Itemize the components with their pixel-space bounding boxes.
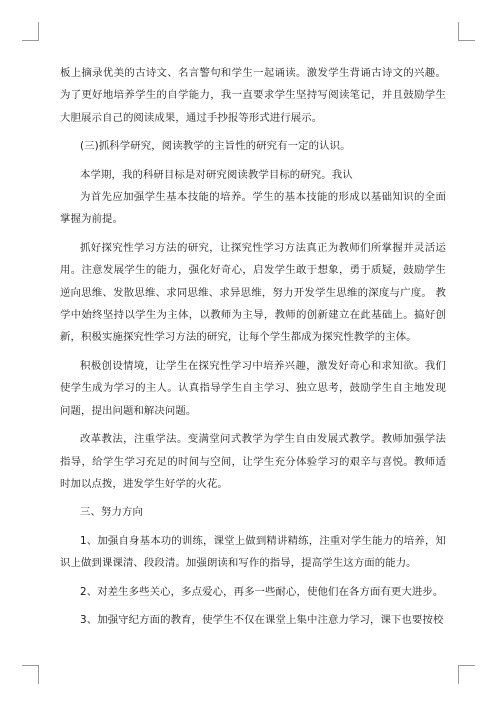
- paragraph-3: 本学期，我的科研目标是对研究阅读教学目标的研究。我认: [80, 168, 353, 181]
- crop-mark-bottom-left: [22, 665, 39, 684]
- crop-mark-top-right: [458, 22, 475, 41]
- paragraph-7: 改革教法，注重学法。变满堂问式教学为学生自由发展式教学。教师加强学法指导，给学生学习充足的时间与空间，让学生充分体验学习的艰辛与喜悦。教师适时加以点拨，进发学生好学的火花。: [60, 433, 446, 490]
- crop-mark-bottom-right: [458, 665, 475, 684]
- paragraph-1: 板上摘录优美的古诗文、名言警句和学生一起诵读。激发学生背诵古诗文的兴趣。为了更好地培养学生的自学能力，我一直要求学生坚持写阅读笔记，并且鼓励学生大胆展示自己的阅读成果，通过手抄报等形式进行展示。: [60, 67, 446, 124]
- document-body: [60, 62, 446, 637]
- paragraph-11: 3、加强守纪方面的教育，使学生不仅在课堂上集中注意力学习，课下也要按校: [80, 613, 444, 626]
- crop-mark-top-left: [22, 22, 39, 41]
- paragraph-5: 抓好探究性学习方法的研究，让探究性学习方法真正为教师们所掌握并灵活运用。注意发展学生的能力，强化好奇心，启发学生敢于想象，勇于质疑，鼓励学生逆向思维、发散思维、求同思维、求异思维，努力开发学生思维的深度与广度。 教学中始终坚持以学生为主体，以教师为主导，教师的创新建立在此基础上。搞好创新，积极实施探究性学习方法的研究，让每个学生都成为探究性教学的主体。: [60, 241, 446, 344]
- paragraph-10: 2、对差生多些关心，多点爱心，再多一些耐心，使他们在各方面有更大进步。: [80, 585, 444, 598]
- paragraph-2: (三)抓科学研究，阅读教学的主旨性的研究有一定的认识。: [80, 140, 351, 153]
- paragraph-6: 积极创设情境，让学生在探究性学习中培养兴趣，激发好奇心和求知欲。我们使学生成为学习的主人。认真指导学生自主学习、独立思考，鼓励学生自主地发现问题，提出问题和解决问题。: [60, 359, 446, 417]
- paragraph-9: 1、加强自身基本功的训练，课堂上做到精讲精练，注重对学生能力的培养，知识上做到课课清、段段清。加强朗读和写作的指导，提高学生这方面的能力。: [60, 534, 446, 570]
- section-heading: 三、努力方向: [80, 506, 143, 519]
- paragraph-4: 为首先应加强学生基本技能的培养。学生的基本技能的形成以基础知识的全面掌握为前提。: [60, 191, 446, 226]
